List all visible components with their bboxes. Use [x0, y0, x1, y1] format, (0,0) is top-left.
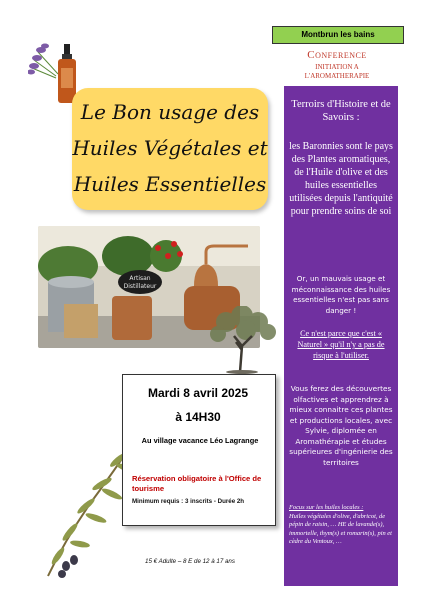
olive-tree-illustration — [206, 306, 282, 374]
conference-title: Conference — [307, 49, 367, 61]
title-line3: Huiles Essentielles — [73, 172, 267, 196]
page-title — [72, 94, 268, 202]
sign-line1: Artisan — [129, 275, 151, 282]
sidebar-focus — [289, 504, 393, 547]
title-line1: Le Bon usage des — [80, 100, 260, 124]
sidebar-heading: Terroirs d'Histoire et de Savoirs : — [291, 99, 391, 123]
conference-subtitle-line2: L'AROMATHERAPIE — [304, 71, 370, 80]
event-reservation: Réservation obligatoire à l'Office de tourisme — [132, 474, 262, 493]
sidebar-paragraph-warning: Or, un mauvais usage et méconnaissance des huiles essentielles n'est pas sans danger ! — [291, 274, 391, 315]
sidebar-focus-title: Focus sur les huiles locales : — [289, 504, 364, 511]
event-time: à 14H30 — [175, 410, 221, 424]
sign-line2: Distillateur — [123, 283, 157, 290]
title-line2: Huiles Végétales et — [72, 136, 268, 160]
sidebar-paragraph-discover: Vous ferez des découvertes olfactives et apprendrez à mieux connaitre ces plantes et productions locales, avec Sylvie, diplomée en Aromathérapie et études supérieures d'ingénierie des territoires — [289, 384, 393, 467]
conference-subtitle-line1: INITIATION A — [315, 63, 359, 71]
sidebar-focus-body: Huiles végétales d'olive, d'abricot, de pépin de raisin, … HE de lavande(s), immortelle, thym(s) et romarin(s), pin et cèdre du Ventoux, … — [289, 512, 392, 546]
event-place: Au village vacance Léo Lagrange — [141, 436, 259, 445]
location-badge: Montbrun les bains — [272, 26, 404, 44]
event-minimum: Minimum requis : 3 inscrits - Durée 2h — [132, 498, 245, 505]
event-date: Mardi 8 avril 2025 — [147, 386, 249, 400]
sidebar-paragraph-natural: Ce n'est parce que c'est « Naturel » qu'il n'y a pas de risque à l'utiliser. — [297, 329, 385, 360]
price-info: 15 € Adulte – 8 E de 12 à 17 ans — [145, 558, 235, 565]
sidebar-paragraph-terroir: les Baronnies sont le pays des Plantes aromatiques, de l'Huile d'olive et des huiles essentielles utilisées depuis l'antiquité pour prendre soins de soi — [289, 141, 393, 217]
conference-subtitle — [272, 63, 402, 80]
